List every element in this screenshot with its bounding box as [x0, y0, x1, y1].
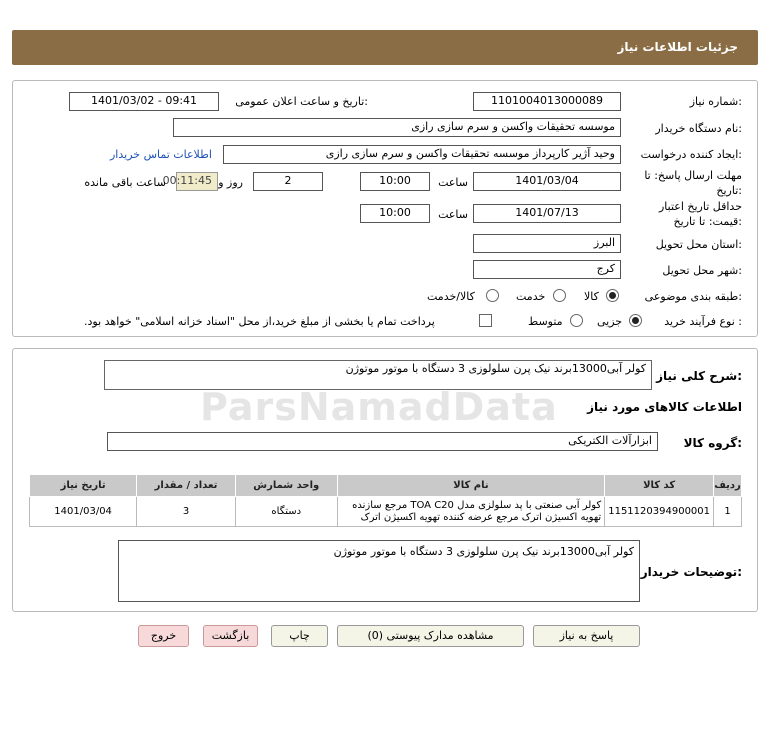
header-item-code: کد کالا: [605, 475, 714, 497]
process-medium-radio[interactable]: [570, 314, 583, 327]
buyer-org-label: نام دستگاه خریدار:: [655, 122, 742, 135]
header-item-name: نام کالا: [337, 475, 605, 497]
buyer-notes-label: توضیحات خریدار:: [640, 565, 742, 579]
goods-group-label: گروه کالا:: [683, 436, 742, 450]
table-row: [30, 497, 742, 527]
cell-name: [337, 497, 605, 527]
category-service-label: خدمت: [516, 290, 546, 303]
price-validity-label: [659, 199, 742, 229]
reply-time-label: ساعت: [438, 176, 468, 189]
category-goods-service-radio[interactable]: [486, 289, 499, 302]
page-title: جزئیات اطلاعات نیاز: [617, 40, 738, 54]
cell-index: 1: [714, 497, 742, 527]
category-goods-service-label: کالا/خدمت: [427, 290, 475, 303]
cell-name-line1: کولر آبی صنعتی با پد سلولزی مدل TOA C20 مرجع سازنده: [352, 499, 602, 511]
reply-deadline-label-line2: تاریخ:: [716, 184, 742, 197]
days-field: 2: [253, 172, 323, 191]
remaining-label: ساعت باقی مانده: [84, 176, 166, 189]
treasury-payment-checkbox[interactable]: [479, 314, 492, 327]
goods-info-title: اطلاعات کالاهای مورد نیاز: [587, 400, 742, 414]
exit-button[interactable]: خروج: [138, 625, 189, 647]
contact-buyer-link[interactable]: اطلاعات تماس خریدار: [110, 148, 212, 161]
creator-label: ایجاد کننده درخواست:: [640, 148, 742, 161]
page-header: [12, 30, 758, 65]
process-medium-label: متوسط: [528, 315, 563, 328]
creator-field: وحید آژیر کارپرداز موسسه تحقیقات واکسن و سرم سازی رازی: [223, 145, 621, 164]
price-validity-label-line1: حداقل تاریخ اعتبار: [658, 200, 742, 213]
buyer-org-field: موسسه تحقیقات واکسن و سرم سازی رازی: [173, 118, 621, 137]
treasury-payment-note: پرداخت تمام یا بخشی از مبلغ خرید،از محل "اسناد خزانه اسلامی" خواهد بود.: [84, 315, 435, 328]
reply-button[interactable]: پاسخ به نیاز: [533, 625, 640, 647]
goods-table-header: [30, 475, 742, 497]
category-service-radio[interactable]: [553, 289, 566, 302]
validity-time-label: ساعت: [438, 208, 468, 221]
process-minor-label: جزیی: [597, 315, 623, 328]
attachments-button[interactable]: مشاهده مدارک پیوستی (0): [337, 625, 524, 647]
city-label: شهر محل تحویل:: [662, 264, 742, 277]
price-validity-label-line2: قیمت: تا تاریخ:: [673, 215, 742, 228]
announce-datetime-field: 1401/03/02 - 09:41: [69, 92, 219, 111]
buyer-notes-field: کولر آبی13000برند نیک پرن سلولوزی 3 دستگاه با موتور موتوژن: [118, 540, 640, 602]
reply-time-field: 10:00: [360, 172, 430, 191]
reply-deadline-label: [644, 168, 742, 198]
city-field: کرج: [473, 260, 621, 279]
category-goods-radio[interactable]: [606, 289, 619, 302]
back-button[interactable]: بازگشت: [203, 625, 258, 647]
cell-code: 1151120394900001: [605, 497, 714, 527]
cell-need-date: 1401/03/04: [30, 497, 137, 527]
header-need-date: تاریخ نیاز: [30, 475, 137, 497]
province-label: استان محل تحویل:: [655, 238, 742, 251]
header-row-index: ردیف: [714, 475, 742, 497]
header-quantity: تعداد / مقدار: [137, 475, 236, 497]
validity-date-field: 1401/07/13: [473, 204, 621, 223]
goods-group-field: ابزارآلات الکتریکی: [107, 432, 658, 451]
days-label: روز و: [218, 176, 243, 189]
validity-time-field: 10:00: [360, 204, 430, 223]
print-button[interactable]: چاپ: [271, 625, 328, 647]
category-goods-label: کالا: [584, 290, 599, 303]
need-number-label: شماره نیاز:: [689, 95, 742, 108]
category-label: طبقه بندی موضوعی:: [644, 290, 742, 303]
remaining-timer: 00:11:45: [176, 172, 218, 191]
cell-unit: دستگاه: [235, 497, 337, 527]
process-minor-radio[interactable]: [629, 314, 642, 327]
general-desc-label: شرح کلی نیاز:: [656, 369, 742, 383]
reply-date-field: 1401/03/04: [473, 172, 621, 191]
cell-quantity: 3: [137, 497, 236, 527]
process-label: نوع فرآیند خرید :: [664, 315, 742, 328]
header-unit: واحد شمارش: [235, 475, 337, 497]
watermark-text: ParsNamadData: [200, 385, 558, 429]
need-number-field: 1101004013000089: [473, 92, 621, 111]
general-desc-field: کولر آبی13000برند نیک پرن سلولوزی 3 دستگاه با موتور موتوژن: [104, 360, 652, 390]
announce-label: تاریخ و ساعت اعلان عمومی:: [235, 95, 368, 108]
province-field: البرز: [473, 234, 621, 253]
reply-deadline-label-line1: مهلت ارسال پاسخ: تا: [644, 169, 742, 182]
goods-table: [29, 474, 742, 527]
cell-name-line2: تهویه اکسیژن اترک مرجع عرضه کننده تهویه اکسیژن اترک: [360, 511, 602, 523]
